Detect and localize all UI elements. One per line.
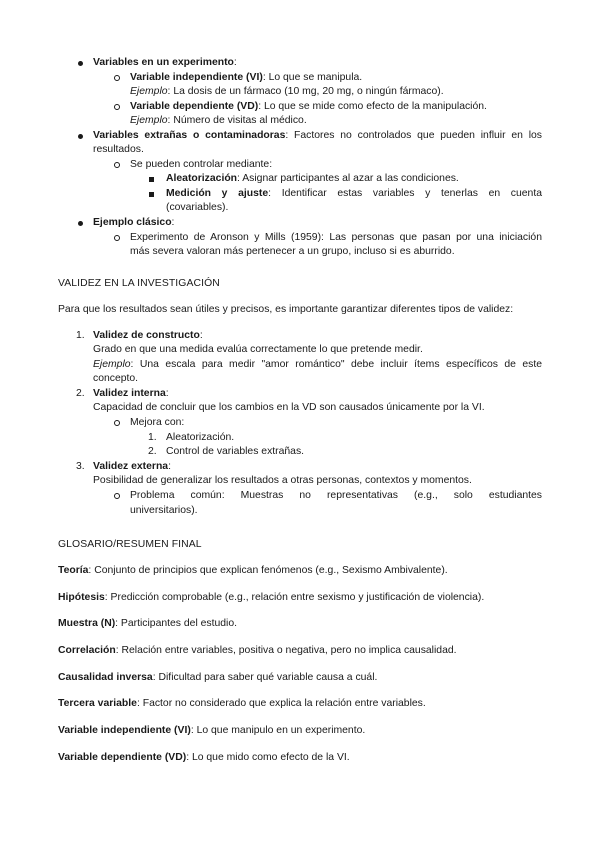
glossary-term: Muestra (N) <box>58 618 116 629</box>
glossary-term: Variable dependiente (VD) <box>58 752 187 763</box>
term-label: Variables en un experimento <box>93 57 234 68</box>
glossary-entry <box>58 697 426 711</box>
bullet-dot <box>78 134 83 139</box>
example-label: Ejemplo <box>130 115 168 126</box>
sub-item: Aleatorización. <box>166 432 235 443</box>
glossary-definition: : Factor no considerado que explica la relación entre variables. <box>136 698 426 709</box>
example-label: Ejemplo <box>130 86 168 97</box>
bullet-circle <box>114 75 120 81</box>
bullet-dot <box>78 61 83 66</box>
glossary-entry <box>58 591 484 605</box>
list-item-vi <box>130 71 362 85</box>
list-item-extraneous <box>93 129 542 143</box>
bullet-circle <box>114 420 120 426</box>
glossary-definition: : Dificultad para saber qué variable causa a cuál. <box>152 672 378 683</box>
term-label: Validez de constructo <box>93 330 200 341</box>
term-label: Aleatorización <box>166 173 238 184</box>
term-text: : Lo que se mide como efecto de la manipulación. <box>258 101 487 112</box>
term-text-continued: (covariables). <box>166 202 229 213</box>
glossary-entry <box>58 617 237 631</box>
glossary-entry <box>58 644 457 658</box>
list-number: 1. <box>148 432 157 443</box>
vi-example <box>130 85 444 99</box>
problem-text: Problema común: Muestras no representativas (e.g., solo estudiantes <box>130 490 542 501</box>
glossary-term: Correlación <box>58 645 116 656</box>
glossary-definition: : Lo que manipulo en un experimento. <box>190 725 366 736</box>
term-label: Validez externa <box>93 461 169 472</box>
glossary-entry <box>58 751 350 765</box>
term-suffix: : <box>171 217 175 228</box>
example-label: Ejemplo <box>93 359 131 370</box>
glossary-definition: : Relación entre variables, positiva o negativa, pero no implica causalidad. <box>115 645 457 656</box>
term-suffix: : <box>199 330 203 341</box>
list-item-classic <box>93 216 174 230</box>
validity-item-external <box>93 460 171 474</box>
term-suffix: : <box>165 388 169 399</box>
list-number: 3. <box>76 461 85 472</box>
section-heading-validity: VALIDEZ EN LA INVESTIGACIÓN <box>58 278 220 289</box>
classic-text-continued: más severa valoran más pertenecer a un grupo, incluso si es aburrido. <box>130 246 455 257</box>
bullet-square <box>149 192 154 197</box>
glossary-definition: : Lo que mido como efecto de la VI. <box>186 752 350 763</box>
glossary-entry <box>58 671 377 685</box>
validity-example <box>93 358 542 372</box>
bullet-dot <box>78 221 83 226</box>
term-text: : Asignar participantes al azar a las condiciones. <box>237 173 459 184</box>
sub-item: Control de variables extrañas. <box>166 446 305 457</box>
list-item-vars-experiment <box>93 56 237 70</box>
term-text-continued: resultados. <box>93 144 144 155</box>
term-label: Validez interna <box>93 388 166 399</box>
section-heading-glossary: GLOSARIO/RESUMEN FINAL <box>58 539 202 550</box>
list-item-vd <box>130 100 487 114</box>
glossary-term: Causalidad inversa <box>58 672 153 683</box>
bullet-circle <box>114 104 120 110</box>
example-text-continued: concepto. <box>93 373 139 384</box>
vd-example <box>130 114 307 128</box>
term-text: : Identificar estas variables y tenerlas en cuenta <box>268 188 542 199</box>
list-item-medicion <box>166 187 542 201</box>
glossary-term: Variable independiente (VI) <box>58 725 191 736</box>
example-text: : Una escala para medir "amor romántico" debe incluir ítems específicos de este <box>130 359 542 370</box>
term-suffix: : <box>168 461 171 472</box>
bullet-circle <box>114 493 120 499</box>
term-label: Medición y ajuste <box>166 188 269 199</box>
term-text: : Lo que se manipula. <box>262 72 363 83</box>
bullet-circle <box>114 235 120 241</box>
validity-description: Grado en que una medida evalúa correctamente lo que pretende medir. <box>93 344 423 355</box>
example-text: : Número de visitas al médico. <box>167 115 307 126</box>
classic-text: Experimento de Aronson y Mills (1959): Las personas que pasan por una iniciación <box>130 232 542 243</box>
control-intro: Se pueden controlar mediante: <box>130 159 273 170</box>
term-label: Variables extrañas o contaminadoras <box>93 130 286 141</box>
glossary-entry <box>58 724 365 738</box>
term-label: Variable independiente (VI) <box>130 72 263 83</box>
glossary-term: Teoría <box>58 565 89 576</box>
validity-description: Posibilidad de generalizar los resultados a otras personas, contextos y momentos. <box>93 475 472 486</box>
glossary-term: Tercera variable <box>58 698 137 709</box>
sub-intro: Mejora con: <box>130 417 185 428</box>
list-number: 2. <box>148 446 157 457</box>
glossary-definition: : Participantes del estudio. <box>115 618 238 629</box>
glossary-entry <box>58 564 448 578</box>
problem-text-continued: universitarios). <box>130 505 198 516</box>
validity-description: Capacidad de concluir que los cambios en la VD son causados únicamente por la VI. <box>93 402 485 413</box>
list-number: 1. <box>76 330 85 341</box>
glossary-definition: : Conjunto de principios que explican fenómenos (e.g., Sexismo Ambivalente). <box>88 565 448 576</box>
validity-item-internal <box>93 387 169 401</box>
example-text: : La dosis de un fármaco (10 mg, 20 mg, o ningún fármaco). <box>167 86 444 97</box>
bullet-square <box>149 177 154 182</box>
term-label: Ejemplo clásico <box>93 217 172 228</box>
list-number: 2. <box>76 388 85 399</box>
bullet-circle <box>114 162 120 168</box>
term-label: Variable dependiente (VD) <box>130 101 259 112</box>
term-suffix: : <box>233 57 237 68</box>
validity-item-construct <box>93 329 203 343</box>
glossary-definition: : Predicción comprobable (e.g., relación entre sexismo y justificación de violencia). <box>104 592 485 603</box>
validity-intro: Para que los resultados sean útiles y precisos, es importante garantizar diferentes tipos de validez: <box>58 304 514 315</box>
term-text: : Factores no controlados que pueden influir en los <box>285 130 542 141</box>
glossary-term: Hipótesis <box>58 592 105 603</box>
list-item-aleatorizacion <box>166 172 459 186</box>
